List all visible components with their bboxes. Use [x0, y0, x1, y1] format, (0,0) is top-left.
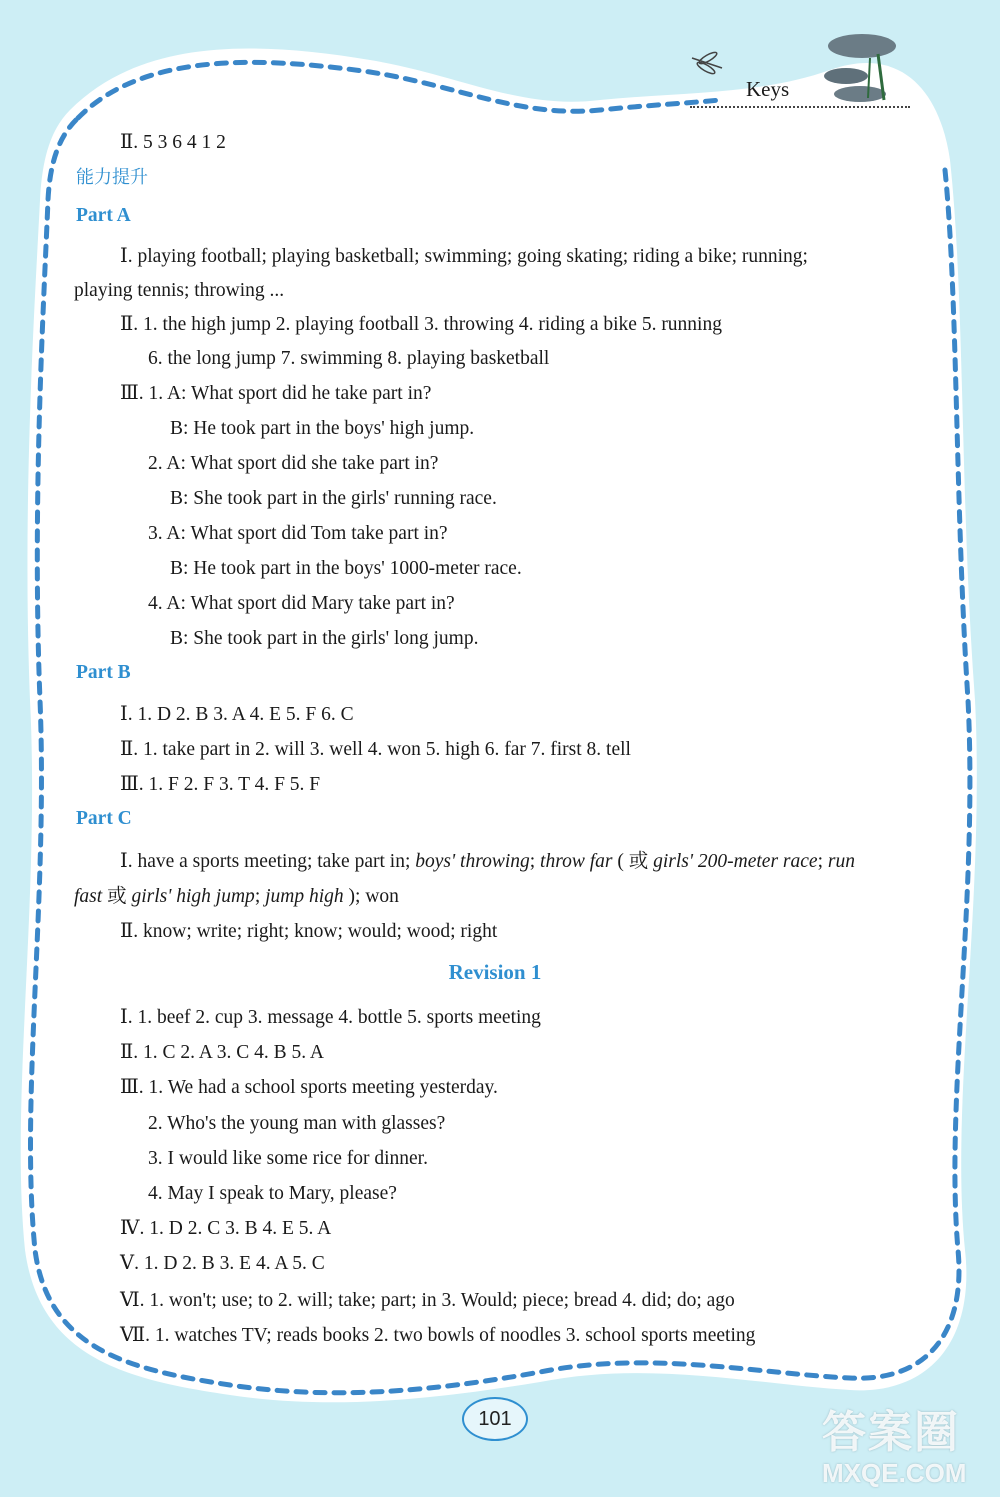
- part-a-ii-line-2: 6. the long jump 7. swimming 8. playing basketball: [148, 348, 550, 369]
- part-c-text: 或: [102, 886, 132, 907]
- part-c-text: ( 或: [612, 851, 654, 872]
- page-number: 101: [462, 1397, 528, 1441]
- revision-line: Ⅳ. 1. D 2. C 3. B 4. E 5. A: [120, 1218, 332, 1239]
- revision-line: Ⅶ. 1. watches TV; reads books 2. two bowls of noodles 3. school sports meeting: [120, 1325, 756, 1346]
- revision-line: Ⅰ. 1. beef 2. cup 3. message 4. bottle 5. sports meeting: [120, 1007, 541, 1028]
- watermark-big-text: 答案圈: [822, 1408, 960, 1457]
- part-c-italic: fast: [74, 886, 103, 907]
- revision-line: Ⅱ. 1. C 2. A 3. C 4. B 5. A: [120, 1042, 324, 1063]
- part-c-text: ;: [817, 851, 828, 872]
- part-a-iii-line: B: He took part in the boys' 1000-meter race.: [170, 558, 522, 579]
- part-a-iii-line: 4. A: What sport did Mary take part in?: [148, 593, 455, 614]
- part-c-text: ;: [254, 886, 266, 907]
- part-a-iii-line: 3. A: What sport did Tom take part in?: [148, 523, 448, 544]
- header-dotted-rule: [690, 106, 910, 108]
- part-c-italic: throw far: [540, 851, 613, 872]
- part-a-iii-line: B: He took part in the boys' high jump.: [170, 418, 475, 439]
- revision-line: 3. I would like some rice for dinner.: [148, 1148, 428, 1169]
- part-a-iii-line: Ⅲ. 1. A: What sport did he take part in?: [120, 383, 432, 404]
- part-c-text: ); won: [343, 886, 399, 907]
- section-title-cn: 能力提升: [76, 167, 148, 188]
- part-c-italic: run: [827, 851, 855, 872]
- site-watermark-logo: [822, 1408, 966, 1488]
- part-a-iii-line: B: She took part in the girls' running race.: [170, 488, 497, 509]
- part-c-title: Part C: [76, 808, 132, 829]
- revision-line: Ⅲ. 1. We had a school sports meeting yesterday.: [120, 1077, 498, 1098]
- prev-section-ii-answers: Ⅱ. 5 3 6 4 1 2: [120, 132, 226, 153]
- part-a-i-line-1: Ⅰ. playing football; playing basketball; swimming; going skating; riding a bike; running;: [120, 246, 808, 267]
- revision-title: Revision 1: [448, 960, 542, 984]
- part-b-line: Ⅲ. 1. F 2. F 3. T 4. F 5. F: [120, 774, 321, 795]
- part-c-italic: girls' high jump: [131, 886, 255, 907]
- part-a-iii-line: 2. A: What sport did she take part in?: [148, 453, 439, 474]
- part-c-italic: boys' throwing: [415, 851, 530, 872]
- part-a-iii-line: B: She took part in the girls' long jump.: [170, 628, 479, 649]
- part-a-title: Part A: [76, 205, 131, 226]
- part-c-text: Ⅰ. have a sports meeting; take part in;: [120, 851, 416, 872]
- part-c-italic: jump high: [265, 886, 344, 907]
- part-c-text: ;: [529, 851, 541, 872]
- part-c-i-line-1: [120, 849, 855, 875]
- revision-line: 4. May I speak to Mary, please?: [148, 1183, 397, 1204]
- revision-line: Ⅵ. 1. won't; use; to 2. will; take; part; in 3. Would; piece; bread 4. did; do; ago: [120, 1290, 735, 1311]
- revision-line: Ⅴ. 1. D 2. B 3. E 4. A 5. C: [120, 1253, 325, 1274]
- keys-header: Keys: [746, 77, 790, 101]
- part-c-italic: girls' 200-meter race: [653, 851, 818, 872]
- part-a-i-line-2: playing tennis; throwing ...: [74, 280, 285, 301]
- part-b-title: Part B: [76, 662, 131, 683]
- part-c-i-line-2: [74, 884, 399, 910]
- part-a-ii-line-1: Ⅱ. 1. the high jump 2. playing football 3. throwing 4. riding a bike 5. running: [120, 314, 722, 335]
- part-b-line: Ⅰ. 1. D 2. B 3. A 4. E 5. F 6. C: [120, 704, 354, 725]
- part-c-ii-line: Ⅱ. know; write; right; know; would; wood; right: [120, 921, 498, 942]
- part-b-line: Ⅱ. 1. take part in 2. will 3. well 4. won 5. high 6. far 7. first 8. tell: [120, 739, 631, 760]
- revision-line: 2. Who's the young man with glasses?: [148, 1113, 446, 1134]
- watermark-url-text: MXQE.COM: [822, 1458, 967, 1488]
